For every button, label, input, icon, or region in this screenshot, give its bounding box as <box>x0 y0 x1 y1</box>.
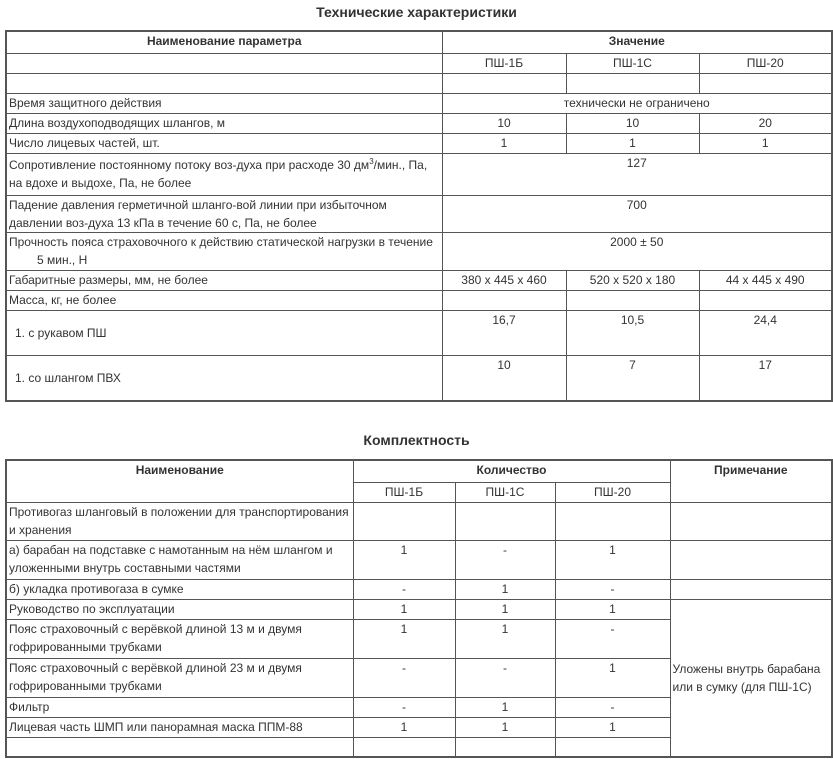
item-qty: - <box>555 579 670 599</box>
resist-label-b: /мин., Па, на вдохе и выдохе, Па, не более <box>9 157 428 190</box>
note-header: Примечание <box>670 460 832 502</box>
row-label: 1. со шлангом ПВХ <box>6 355 442 401</box>
item-name: Пояс страховочный с верёвкой длиной 13 м и двумя гофрированными трубками <box>6 619 353 658</box>
item-name: Руководство по эксплуатации <box>6 599 353 619</box>
model-header: ПШ-1Б <box>442 53 566 73</box>
row-label: 1. с рукавом ПШ <box>6 310 442 355</box>
row-value: 7 <box>566 355 699 401</box>
row-value: 520 x 520 x 180 <box>566 270 699 290</box>
kompl-title: Комплектность <box>363 432 470 448</box>
row-value: 20 <box>699 113 832 133</box>
item-name: Пояс страховочный с верёвкой длиной 23 м и двумя гофрированными трубками <box>6 658 353 697</box>
tech-title: Технические характеристики <box>316 4 517 20</box>
row-value: 16,7 <box>442 310 566 355</box>
item-qty: 1 <box>455 599 555 619</box>
item-qty: 1 <box>353 619 455 658</box>
row-label: Падение давления герметичной шланго-вой линии при избыточном давлении воз-духа 13 кПа в течение 60 с, Па, не более <box>6 195 442 232</box>
item-qty: 1 <box>555 540 670 579</box>
item-qty: 1 <box>353 717 455 737</box>
item-qty: 1 <box>455 619 555 658</box>
model-header: ПШ-1С <box>566 53 699 73</box>
row-value: 2000 ± 50 <box>442 232 832 270</box>
strength-label-a: Прочность пояса страховочного к действию статической нагрузки в течение <box>9 234 433 249</box>
row-value: 10 <box>442 355 566 401</box>
value-header: Значение <box>442 31 832 53</box>
note-cell <box>670 579 832 599</box>
model-header: ПШ-20 <box>555 482 670 502</box>
note-cell <box>670 502 832 540</box>
item-name <box>6 737 353 757</box>
row-label: Время защитного действия <box>6 93 442 113</box>
note-cell <box>670 540 832 579</box>
resist-label-a: Сопротивление постоянному потоку воз-духа при расходе 30 дм <box>9 157 370 172</box>
item-qty: 1 <box>455 717 555 737</box>
note-text: Уложены внутрь барабана или в сумку (для ПШ-1С) <box>670 599 832 757</box>
strength-label-b: 5 мин., Н <box>37 252 88 267</box>
tech-specs-table <box>5 30 833 402</box>
item-qty: - <box>455 540 555 579</box>
spacer-cell <box>566 73 699 93</box>
item-name: Лицевая часть ШМП или панорамная маска ППМ-88 <box>6 717 353 737</box>
model-header: ПШ-1С <box>455 482 555 502</box>
item-qty: - <box>353 579 455 599</box>
row-label: Габаритные размеры, мм, не более <box>6 270 442 290</box>
row-value: 44 x 445 x 490 <box>699 270 832 290</box>
spacer-cell <box>442 73 566 93</box>
item-qty: - <box>353 658 455 697</box>
resist-label-sup: 3 <box>369 156 374 166</box>
item-qty <box>353 502 455 540</box>
row-label: Масса, кг, не более <box>6 290 442 310</box>
spacer-cell <box>6 73 442 93</box>
model-header: ПШ-1Б <box>353 482 455 502</box>
item-qty <box>455 502 555 540</box>
item-qty <box>455 737 555 757</box>
empty-cell <box>6 53 442 73</box>
row-value <box>566 290 699 310</box>
item-qty: - <box>353 697 455 717</box>
item-qty: 1 <box>455 697 555 717</box>
row-value: 1 <box>566 133 699 153</box>
row-value: 1 <box>699 133 832 153</box>
kompl-table <box>5 459 833 758</box>
row-value: 700 <box>442 195 832 232</box>
row-label: Длина воздухоподводящих шлангов, м <box>6 113 442 133</box>
item-qty <box>353 737 455 757</box>
item-qty: 1 <box>555 717 670 737</box>
row-value: 10 <box>566 113 699 133</box>
item-qty: 1 <box>555 599 670 619</box>
row-value: 127 <box>442 153 832 195</box>
row-label: Число лицевых частей, шт. <box>6 133 442 153</box>
item-name: Фильтр <box>6 697 353 717</box>
row-value <box>699 290 832 310</box>
row-value: технически не ограничено <box>442 93 832 113</box>
item-name: а) барабан на подставке с намотанным на нём шлангом и уложенными внутрь составными частями <box>6 540 353 579</box>
item-qty: 1 <box>555 658 670 697</box>
item-name: б) укладка противогаза в сумке <box>6 579 353 599</box>
row-value: 1 <box>442 133 566 153</box>
item-qty: - <box>455 658 555 697</box>
item-qty <box>555 737 670 757</box>
item-qty: 1 <box>353 540 455 579</box>
item-qty: - <box>555 697 670 717</box>
row-value <box>442 290 566 310</box>
model-header: ПШ-20 <box>699 53 832 73</box>
row-value: 380 x 445 x 460 <box>442 270 566 290</box>
param-header: Наименование параметра <box>6 31 442 53</box>
item-qty: 1 <box>455 579 555 599</box>
item-name: Противогаз шланговый в положении для транспортирования и хранения <box>6 502 353 540</box>
row-label <box>6 153 442 195</box>
row-value: 10,5 <box>566 310 699 355</box>
item-qty: - <box>555 619 670 658</box>
row-label <box>6 232 442 270</box>
spacer-cell <box>699 73 832 93</box>
qty-header: Количество <box>353 460 670 482</box>
name-header: Наименование <box>6 460 353 502</box>
row-value: 24,4 <box>699 310 832 355</box>
row-value: 17 <box>699 355 832 401</box>
item-qty: 1 <box>353 599 455 619</box>
row-value: 10 <box>442 113 566 133</box>
item-qty <box>555 502 670 540</box>
